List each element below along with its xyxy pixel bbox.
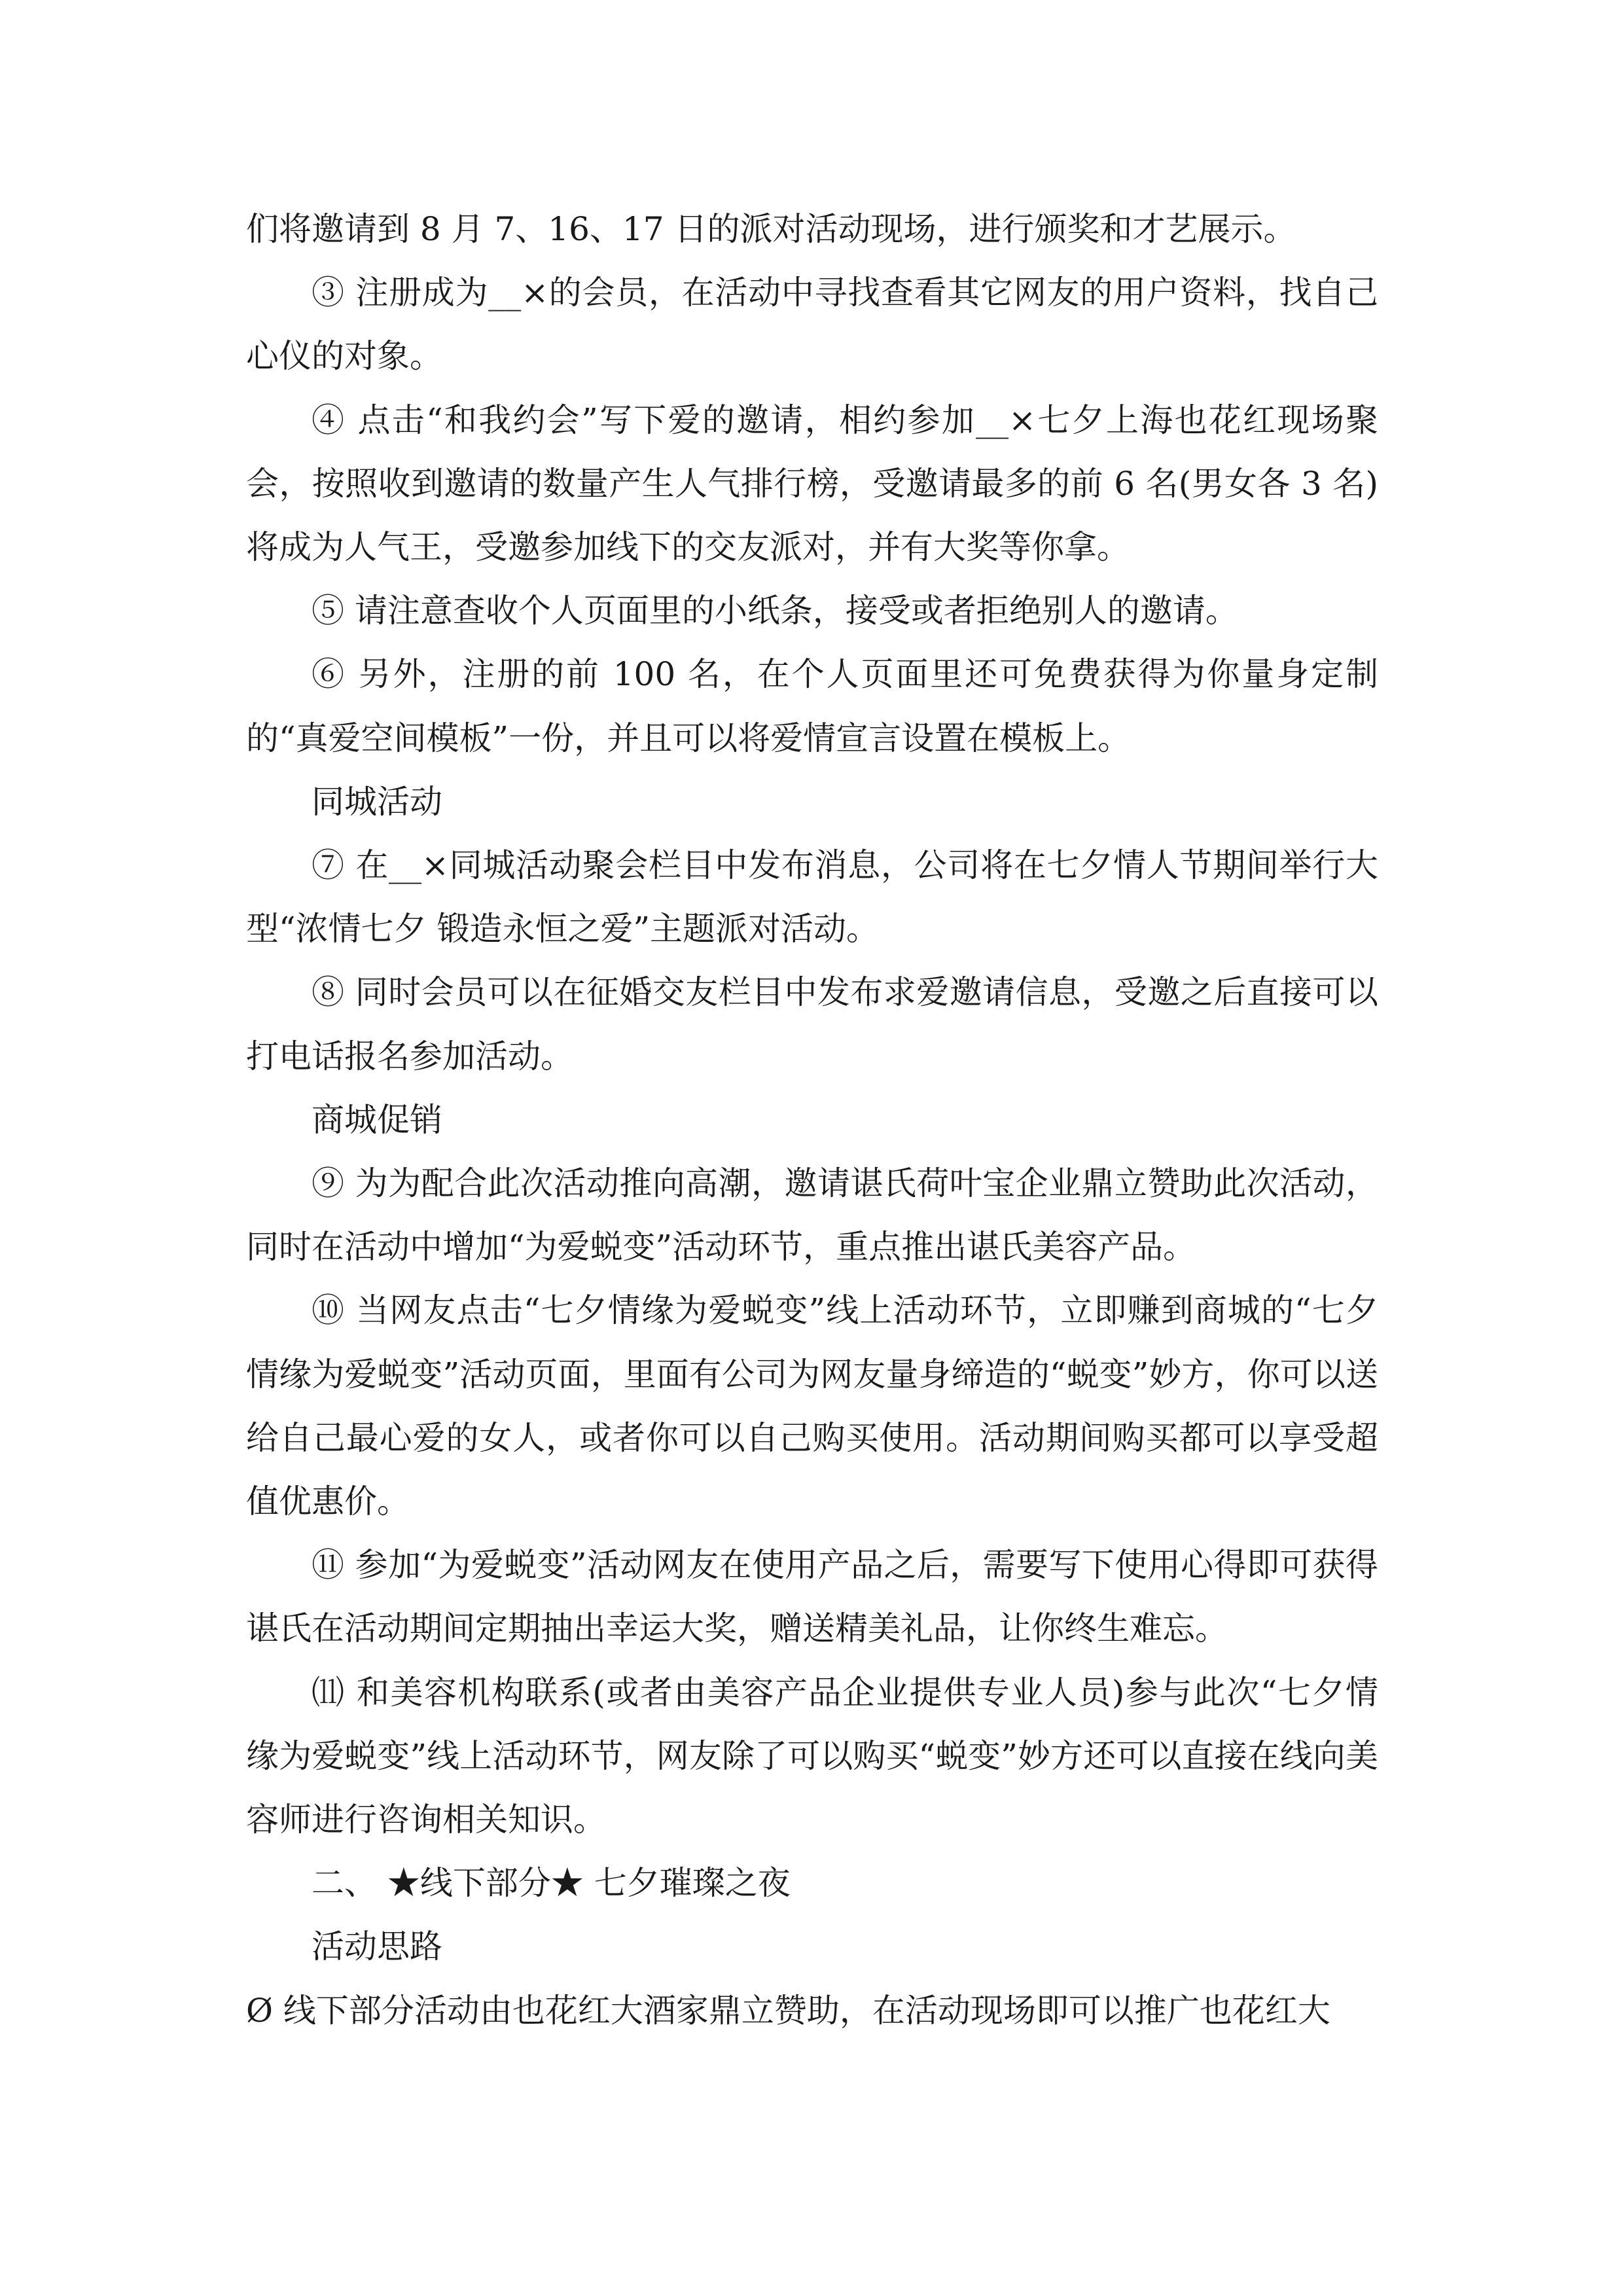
document-body	[246, 198, 1378, 2043]
list-item-11-lucky-draw: ⑪ 参加“为爱蜕变”活动网友在使用产品之后，需要写下使用心得即可获得谌氏在活动期间定期抽出幸运大奖，赠送精美礼品，让你终生难忘。	[246, 1546, 1378, 1648]
list-item-9-sponsor: ⑨ 为为配合此次活动推向高潮，邀请谌氏荷叶宝企业鼎立赞助此次活动，同时在活动中增加“为爱蜕变”活动环节，重点推出谌氏美容产品。	[246, 1164, 1378, 1266]
section-heading-activity-idea: 活动思路	[312, 1928, 442, 1966]
paragraph-continuation: 们将邀请到 8 月 7、16、17 日的派对活动现场，进行颁奖和才艺展示。	[246, 210, 1296, 248]
section-heading-mall-promotion: 商城促销	[312, 1100, 442, 1139]
list-item-10-mall-page: ⑩ 当网友点击“七夕情缘为爱蜕变”线上活动环节，立即赚到商城的“七夕情缘为爱蜕变”活动页面，里面有公司为网友量身缔造的“蜕变”妙方，你可以送给自己最心爱的女人，或者你可以自己购买使用。活动期间购买都可以享受超值优惠价。	[246, 1291, 1378, 1521]
list-item-5-notes: ⑤ 请注意查收个人页面里的小纸条，接受或者拒绝别人的邀请。	[312, 592, 1238, 630]
section-heading-offline: 二、 ★线下部分★ 七夕璀璨之夜	[312, 1864, 791, 1903]
section-heading-city-events: 同城活动	[312, 782, 442, 821]
list-item-3-register: ③ 注册成为__×的会员，在活动中寻找查看其它网友的用户资料，找自己心仪的对象。	[246, 274, 1378, 376]
list-item-7-city-party: ⑦ 在__×同城活动聚会栏目中发布消息，公司将在七夕情人节期间举行大型“浓情七夕 锻造永恒之爱”主题派对活动。	[246, 846, 1378, 948]
list-item-4-date-invite: ④ 点击“和我约会”写下爱的邀请，相约参加__×七夕上海也花红现场聚会，按照收到邀请的数量产生人气排行榜，受邀请最多的前 6 名(男女各 3 名)将成为人气王，受邀参加线下的交友派对，并有大奖等你拿。	[246, 401, 1378, 567]
list-item-6-template: ⑥ 另外，注册的前 100 名，在个人页面里还可免费获得为你量身定制的“真爱空间模板”一份，并且可以将爱情宣言设置在模板上。	[246, 655, 1378, 757]
list-item-11b-beauty-consult: ⑾ 和美容机构联系(或者由美容产品企业提供专业人员)参与此次“七夕情缘为爱蜕变”线上活动环节，网友除了可以购买“蜕变”妙方还可以直接在线向美容师进行咨询相关知识。	[246, 1673, 1378, 1839]
paragraph-offline-sponsor: Ø 线下部分活动由也花红大酒家鼎立赞助，在活动现场即可以推广也花红大	[246, 1991, 1330, 2030]
list-item-8-invite-call: ⑧ 同时会员可以在征婚交友栏目中发布求爱邀请信息，受邀之后直接可以打电话报名参加活动。	[246, 973, 1378, 1075]
